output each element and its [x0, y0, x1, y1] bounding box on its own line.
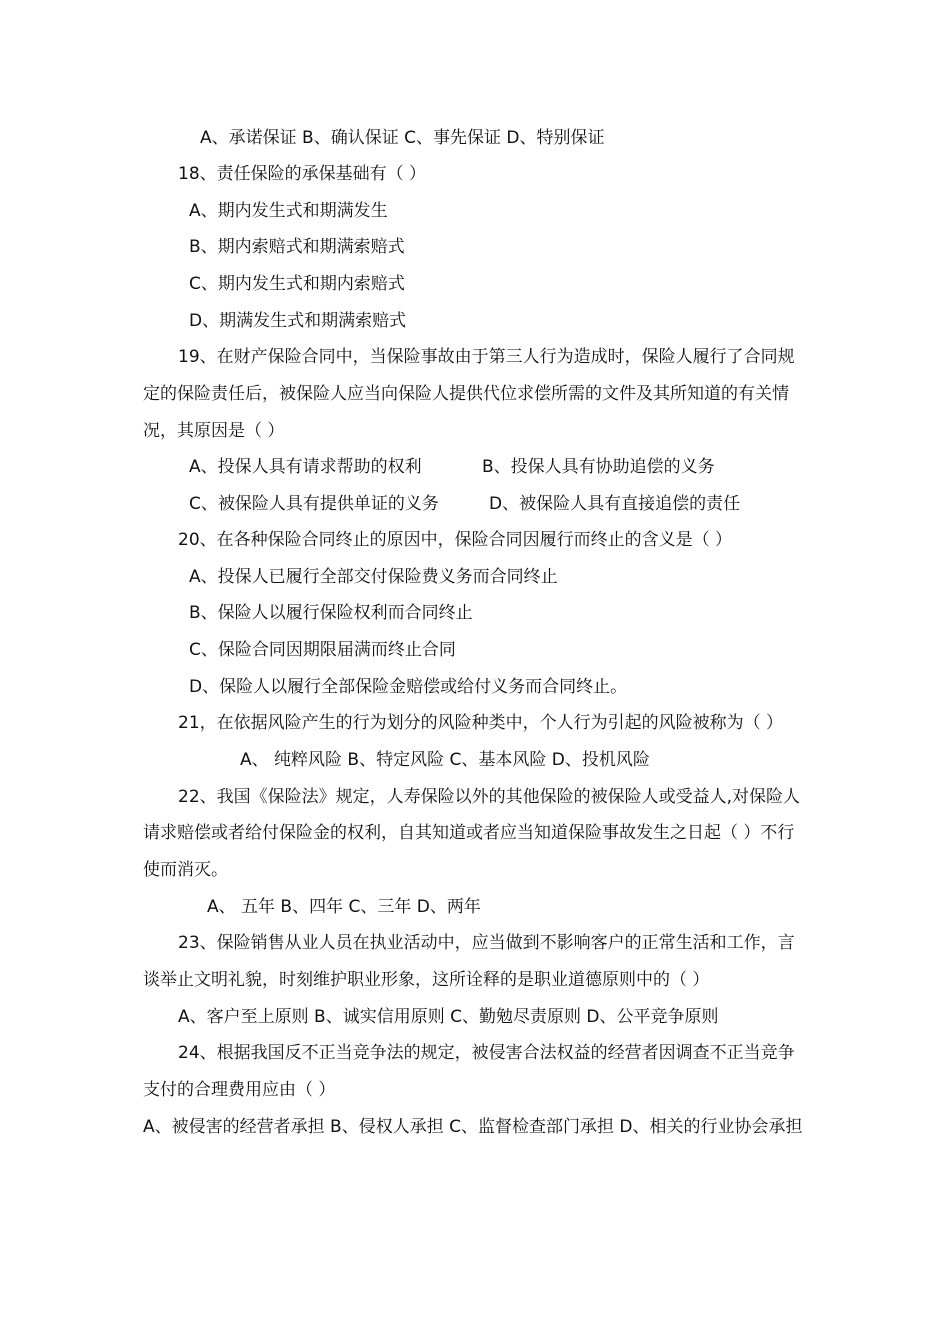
q24-options: A、被侵害的经营者承担 B、侵权人承担 C、监督检查部门承担 D、相关的行业协会承担 [143, 1117, 803, 1137]
q19-option-a: A、投保人具有请求帮助的权利 [189, 457, 422, 477]
q22-stem-line3: 使而消灭。 [143, 860, 228, 880]
q18-option-c: C、期内发生式和期内索赔式 [189, 274, 405, 294]
q23-stem-line2: 谈举止文明礼貌，时刻维护职业形象，这所诠释的是职业道德原则中的（ ） [143, 970, 710, 990]
q23-options: A、客户至上原则 B、诚实信用原则 C、勤勉尽责原则 D、公平竞争原则 [178, 1007, 719, 1027]
q19-stem-line3: 况，其原因是（ ） [143, 421, 285, 441]
q19-option-d: D、被保险人具有直接追偿的责任 [489, 494, 741, 514]
q19-stem-line2: 定的保险责任后，被保险人应当向保险人提供代位求偿所需的文件及其所知道的有关情 [143, 384, 789, 404]
q19-option-b: B、投保人具有协助追偿的义务 [482, 457, 715, 477]
q22-stem-line1: 22、我国《保险法》规定，人寿保险以外的其他保险的被保险人或受益人,对保险人 [178, 787, 801, 807]
q18-option-d: D、期满发生式和期满索赔式 [189, 311, 407, 331]
q19-option-c: C、被保险人具有提供单证的义务 [189, 494, 439, 514]
q22-stem-line2: 请求赔偿或者给付保险金的权利，自其知道或者应当知道保险事故发生之日起（ ）不行 [143, 823, 795, 843]
q23-stem-line1: 23、保险销售从业人员在执业活动中，应当做到不影响客户的正常生活和工作，言 [178, 933, 795, 953]
q20-option-a: A、投保人已履行全部交付保险费义务而合同终止 [189, 567, 558, 587]
q21-stem: 21，在依据风险产生的行为划分的风险种类中，个人行为引起的风险被称为（ ） [178, 713, 784, 733]
q24-stem-line1: 24、根据我国反不正当竞争法的规定，被侵害合法权益的经营者因调查不正当竞争 [178, 1043, 795, 1063]
q18-option-a: A、期内发生式和期满发生 [189, 201, 388, 221]
q19-stem-line1: 19、在财产保险合同中，当保险事故由于第三人行为造成时，保险人履行了合同规 [178, 347, 795, 367]
q20-option-d: D、保险人以履行全部保险金赔偿或给付义务而合同终止。 [189, 677, 628, 697]
q18-option-b: B、期内索赔式和期满索赔式 [189, 237, 405, 257]
q20-option-c: C、保险合同因期限届满而终止合同 [189, 640, 456, 660]
q18-stem: 18、责任保险的承保基础有（ ） [178, 164, 427, 184]
q21-options: A、 纯粹风险 B、特定风险 C、基本风险 D、投机风险 [240, 750, 650, 770]
q20-option-b: B、保险人以履行保险权利而合同终止 [189, 603, 473, 623]
q17-options: A、承诺保证 B、确认保证 C、事先保证 D、特别保证 [200, 128, 605, 148]
q22-options: A、 五年 B、四年 C、三年 D、两年 [207, 897, 481, 917]
q24-stem-line2: 支付的合理费用应由（ ） [143, 1080, 336, 1100]
q20-stem: 20、在各种保险合同终止的原因中，保险合同因履行而终止的含义是（ ） [178, 530, 733, 550]
